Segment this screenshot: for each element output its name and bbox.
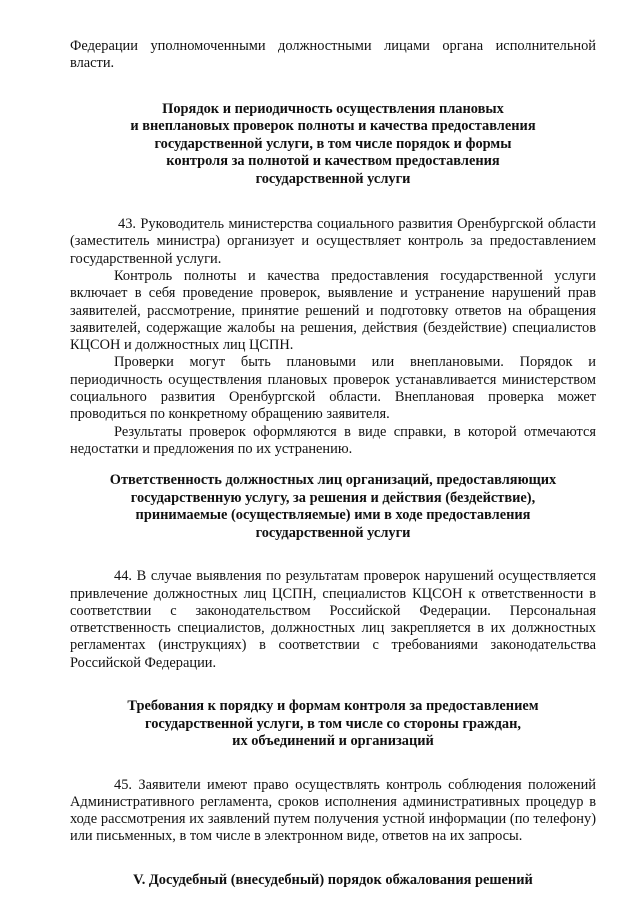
section3-heading-line: государственной услуги, в том числе со стороны граждан, [145, 715, 521, 732]
paragraph-44: 44. В случае выявления по результатам проверок нарушений осуществляется привлечение должностных лиц ЦСПН, специалистов КЦСОН к ответственности в соответствии с законодательством Российской Федерации. Персональная ответственность специалистов, должностных лиц закрепляется в их должностных регламентах (инструкциях) в соответствии с требованиями законодательства Российской Федерации. [70, 568, 596, 671]
section3-heading-line: их объединений и организаций [232, 733, 434, 750]
section4-heading: V. Досудебный (внесудебный) порядок обжалования решений [133, 871, 533, 888]
section1-heading-line: государственной услуги [255, 170, 411, 187]
section3-heading-line: Требования к порядку и формам контроля за предоставлением [127, 698, 539, 715]
section2-heading [70, 472, 596, 542]
section1-heading-line: и внеплановых проверок полноты и качества предоставления [130, 118, 536, 135]
paragraph-43: 43. Руководитель министерства социального развития Оренбургской области (заместитель министра) организует и осуществляет контроль за предоставлением государственной услуги. [70, 216, 596, 267]
section1-heading-line: государственной услуги, в том числе порядок и формы [154, 135, 512, 152]
section1-heading-line: контроля за полнотой и качеством предоставления [166, 153, 500, 170]
section1-heading [70, 101, 596, 189]
section2-heading-line: государственную услугу, за решения и действия (бездействие), [130, 489, 536, 506]
section2-heading-line: принимаемые (осуществляемые) ими в ходе предоставления [135, 507, 531, 524]
section2-heading-line: Ответственность должностных лиц организаций, предоставляющих [109, 472, 557, 489]
section1-heading-line: Порядок и периодичность осуществления плановых [162, 100, 504, 117]
section3-heading [70, 698, 596, 751]
paragraph-results: Результаты проверок оформляются в виде справки, в которой отмечаются недостатки и предложения по их устранению. [70, 423, 596, 457]
paragraph-45: 45. Заявители имеют право осуществлять контроль соблюдения положений Административного регламента, сроков исполнения административных процедур в ходе рассмотрения их заявлений путем получения устной информации (по телефону) или письменных, в том числе в электронном виде, ответов на их запросы. [70, 776, 596, 845]
intro-paragraph: Федерации уполномоченными должностными лицами органа исполнительной власти. [70, 38, 596, 72]
paragraph-inspections: Проверки могут быть плановыми или внеплановыми. Порядок и периодичность осуществления плановых проверок устанавливается министерством социального развития Оренбургской области. Внеплановая проверка может проводиться по конкретному обращению заявителя. [70, 354, 596, 423]
paragraph-control: Контроль полноты и качества предоставления государственной услуги включает в себя проведение проверок, выявление и устранение нарушений прав заявителей, рассмотрение, принятие решений и подготовку ответов на обращения заявителей, содержащие жалобы на решения, действия (бездействие) специалистов КЦСОН и должностных лиц ЦСПН. [70, 267, 596, 354]
section2-heading-line: государственной услуги [255, 524, 411, 541]
